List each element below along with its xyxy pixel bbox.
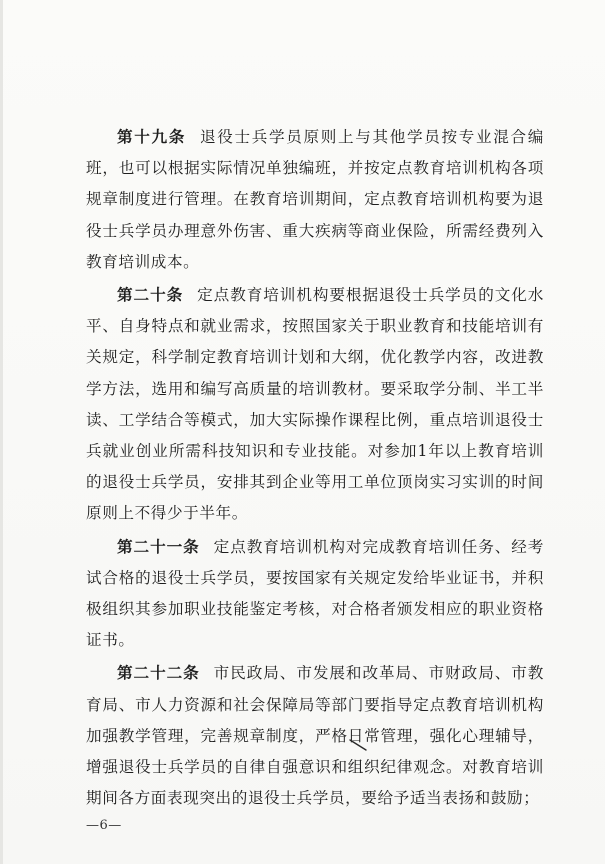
article-21 [86,532,544,657]
article-19-title: 第十九条 [117,128,187,146]
article-22-title: 第二十二条 [117,664,200,683]
page-edge-shadow [0,0,3,864]
pen-stroke-mark [348,738,370,752]
article-21-title: 第二十一条 [117,537,200,556]
article-21-text: 定点教育培训机构对完成教育培训任务、经考试合格的退役士兵学员，要按国家有关规定发给毕业证书，并积极组织其参加职业技能鉴定考核，对合格者颁发相应的职业资格证书。 [86,537,544,650]
article-22 [86,658,544,814]
article-22-text: 市民政局、市发展和改革局、市财政局、市教育局、市人力资源和社会保障局等部门要指导定点教育培训机构加强教学管理，完善规章制度，严格日常管理，强化心理辅导，增强退役士兵学员的自律自强意识和组织纪律观念。对教育培训期间各方面表现突出的退役士兵学员，要给予适当表扬和鼓励； [86,664,544,808]
article-19-text: 退役士兵学员原则上与其他学员按专业混合编班，也可以根据实际情况单独编班，并按定点教育培训机构各项规章制度进行管理。在教育培训期间，定点教育培训机构要为退役士兵学员办理意外伤害、重大疾病等商业保险，所需经费列入教育培训成本。 [86,128,544,271]
article-20-text: 定点教育培训机构要根据退役士兵学员的文化水平、自身特点和就业需求，按照国家关于职业教育和技能培训有关规定，科学制定教育培训计划和大纲，优化教学内容，改进教学方法，选用和编写高质量的培训教材。要采取学分制、半工半读、工学结合等模式，加大实际操作课程比例，重点培训退役士兵就业创业所需科技知识和专业技能。对参加1年以上教育培训的退役士兵学员，安排其到企业等用工单位顶岗实习实训的时间原则上不得少于半年。 [86,286,544,523]
article-19 [86,122,544,278]
document-body [86,122,544,816]
article-20 [86,280,544,530]
article-20-title: 第二十条 [117,286,184,305]
page-number: —6— [86,818,122,833]
